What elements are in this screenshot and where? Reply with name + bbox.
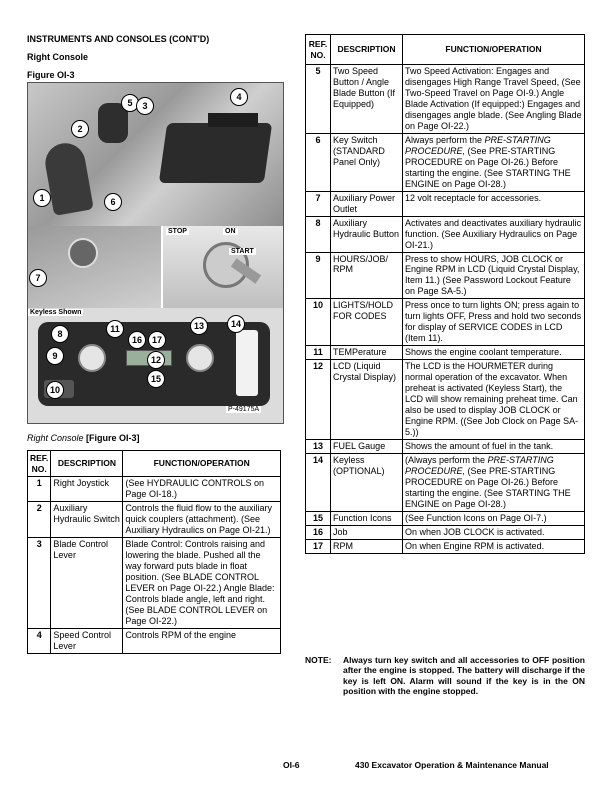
func-cell: Controls RPM of the engine — [123, 628, 281, 653]
func-text: (Always perform the — [405, 454, 488, 465]
caption-bold: [Figure OI-3] — [86, 433, 140, 443]
on-label: ON — [225, 228, 236, 235]
func-cell: Activates and deactivates auxiliary hydraulic function. (See Auxiliary Hydraulics on Page OI-21.) — [403, 216, 585, 252]
desc-cell: Key Switch (STANDARD Panel Only) — [331, 133, 403, 191]
table-row — [306, 65, 585, 134]
header-description: DESCRIPTION — [51, 451, 123, 477]
ref-cell: 5 — [306, 65, 331, 134]
table-row — [306, 440, 585, 454]
func-text: (See PRE-STARTING PROCEDURE on Page OI-26.) Before starting the engine. (See STARTING THE ENGINE on Page OI-28.) — [405, 465, 571, 509]
note-lead: NOTE: — [305, 655, 332, 665]
func-cell: On when JOB CLOCK is activated. — [403, 525, 585, 539]
func-text: (See PRE-STARTING PROCEDURE on Page OI-26.) Before starting the engine. (See STARTING THE ENGINE on Page OI-28.) — [405, 145, 571, 189]
callout-17: 17 — [148, 331, 166, 349]
ref-cell: 4 — [28, 628, 51, 653]
func-cell — [403, 453, 585, 511]
ref-cell: 10 — [306, 299, 331, 346]
ref-cell: 14 — [306, 453, 331, 511]
desc-cell: RPM — [331, 539, 403, 553]
callout-9: 9 — [46, 347, 64, 365]
subsection-title: Right Console — [27, 52, 88, 62]
header-ref: REF. NO. — [28, 451, 51, 477]
ref-cell: 12 — [306, 360, 331, 440]
func-cell: Controls the fluid flow to the auxiliary quick couplers (attachment). (See Auxiliary Hydraulics on Page OI-21.) — [123, 501, 281, 537]
func-cell: The LCD is the HOURMETER during normal operation of the excavator. When preheat is activated (Keyless Start), the LCD will show remaining preheat time. Can also be used to display JOB CLOCK or Engine RPM. ((See Job Clock on Page SA-5.)) — [403, 360, 585, 440]
keyless-shown-label: Keyless Shown — [30, 309, 82, 316]
table-row — [28, 537, 281, 628]
ref-cell: 15 — [306, 511, 331, 525]
func-cell: Two Speed Activation: Engages and disengages High Range Travel Speed, (See Two-Speed Travel on Page OI-9.) Angle Blade Activation (If equipped:) Engages and disengages angle blade. (See Angling Blade on Page OI-22.) — [403, 65, 585, 134]
func-cell: Shows the amount of fuel in the tank. — [403, 440, 585, 454]
desc-cell: HOURS/JOB/ RPM — [331, 252, 403, 299]
figure-caption — [27, 433, 140, 443]
desc-cell: Keyless (OPTIONAL) — [331, 453, 403, 511]
ref-cell: 17 — [306, 539, 331, 553]
desc-cell: Blade Control Lever — [51, 537, 123, 628]
func-cell: Blade Control: Controls raising and lowering the blade. Pushed all the way forward puts blade in float position. (See BLADE CONTROL LEVER on Page OI-22.) Angle Blade: Controls blade angle, left and right. (See BLADE CONTROL LEVER on Page OI-22.) — [123, 537, 281, 628]
func-cell — [403, 133, 585, 191]
note-text: Always turn key switch and all accessories to OFF position after the engine is stopped. The battery will discharge if the key is left ON. Alarm will sound if the key is in the ON position with the engine stopped. — [343, 655, 585, 697]
callout-16: 16 — [128, 331, 146, 349]
callout-1: 1 — [33, 189, 51, 207]
ref-cell: 2 — [28, 501, 51, 537]
callout-6: 6 — [104, 193, 122, 211]
temperature-gauge — [78, 344, 106, 372]
func-cell: On when Engine RPM is activated. — [403, 539, 585, 553]
table-row — [306, 453, 585, 511]
key-switch-photo — [28, 226, 283, 308]
ref-cell: 6 — [306, 133, 331, 191]
desc-cell: Right Joystick — [51, 477, 123, 502]
table-row — [28, 477, 281, 502]
ref-cell: 7 — [306, 191, 331, 216]
desc-cell: Speed Control Lever — [51, 628, 123, 653]
table-row — [306, 216, 585, 252]
table-row — [306, 299, 585, 346]
callout-12: 12 — [147, 351, 165, 369]
func-cell: Press to show HOURS, JOB CLOCK or Engine RPM in LCD (Liquid Crystal Display, Item 11.) (See Password Lockout Feature on Page SA-5.) — [403, 252, 585, 299]
table-row — [306, 539, 585, 553]
callout-5: 5 — [121, 94, 139, 112]
desc-cell: Auxiliary Hydraulic Switch — [51, 501, 123, 537]
callout-4: 4 — [230, 88, 248, 106]
func-cell: 12 volt receptacle for accessories. — [403, 191, 585, 216]
ref-cell: 3 — [28, 537, 51, 628]
func-text: Always perform the — [405, 134, 485, 145]
func-cell: Shows the engine coolant temperature. — [403, 346, 585, 360]
table-row — [306, 191, 585, 216]
table-row — [306, 525, 585, 539]
figure-label: Figure OI-3 — [27, 70, 75, 80]
callout-3: 3 — [136, 97, 154, 115]
page-number: OI-6 — [283, 760, 300, 770]
func-cell: Press once to turn lights ON; press again to turn lights OFF, Press and hold two seconds for display of SERVICE CODES in LCD (Item 11). — [403, 299, 585, 346]
ref-cell: 9 — [306, 252, 331, 299]
callout-7: 7 — [29, 269, 47, 287]
func-cell: (See Function Icons on Page OI-7.) — [403, 511, 585, 525]
desc-cell: Job — [331, 525, 403, 539]
callout-15: 15 — [147, 370, 165, 388]
callout-14: 14 — [227, 315, 245, 333]
ref-cell: 8 — [306, 216, 331, 252]
desc-cell: Function Icons — [331, 511, 403, 525]
func-italic: PRE-STARTING PROCEDURE, — [405, 454, 554, 476]
table-row — [28, 501, 281, 537]
ref-cell: 16 — [306, 525, 331, 539]
table-row — [28, 628, 281, 653]
ref-cell: 11 — [306, 346, 331, 360]
desc-cell: Two Speed Button / Angle Blade Button (If Equipped) — [331, 65, 403, 134]
left-reference-table — [27, 450, 281, 654]
desc-cell: LIGHTS/HOLD FOR CODES — [331, 299, 403, 346]
table-row — [306, 133, 585, 191]
header-description: DESCRIPTION — [331, 35, 403, 65]
func-cell: (See HYDRAULIC CONTROLS on Page OI-18.) — [123, 477, 281, 502]
table-row — [306, 252, 585, 299]
header-ref: REF. NO. — [306, 35, 331, 65]
caption-italic: Right Console — [27, 433, 84, 443]
fuel-gauge — [186, 344, 214, 372]
desc-cell: Auxiliary Power Outlet — [331, 191, 403, 216]
func-italic: PRE-STARTING PROCEDURE, — [405, 134, 551, 156]
table-row — [306, 511, 585, 525]
stop-label: STOP — [168, 228, 187, 235]
table-row — [306, 346, 585, 360]
header-function: FUNCTION/OPERATION — [123, 451, 281, 477]
right-reference-table — [305, 34, 585, 554]
ref-cell: 1 — [28, 477, 51, 502]
table-row — [306, 360, 585, 440]
header-function: FUNCTION/OPERATION — [403, 35, 585, 65]
callout-13: 13 — [190, 317, 208, 335]
desc-cell: LCD (Liquid Crystal Display) — [331, 360, 403, 440]
section-title: INSTRUMENTS AND CONSOLES (CONT'D) — [27, 34, 210, 44]
callout-8: 8 — [51, 325, 69, 343]
callout-11: 11 — [106, 320, 124, 338]
callout-2: 2 — [71, 120, 89, 138]
console-photo — [28, 83, 283, 226]
desc-cell: FUEL Gauge — [331, 440, 403, 454]
manual-title: 430 Excavator Operation & Maintenance Manual — [355, 760, 549, 770]
start-label: START — [231, 248, 254, 255]
callout-10: 10 — [46, 381, 64, 399]
part-number: P-49175A — [228, 406, 260, 413]
note-block — [305, 655, 585, 696]
desc-cell: Auxiliary Hydraulic Button — [331, 216, 403, 252]
desc-cell: TEMPerature — [331, 346, 403, 360]
console-figure — [27, 82, 284, 424]
ref-cell: 13 — [306, 440, 331, 454]
